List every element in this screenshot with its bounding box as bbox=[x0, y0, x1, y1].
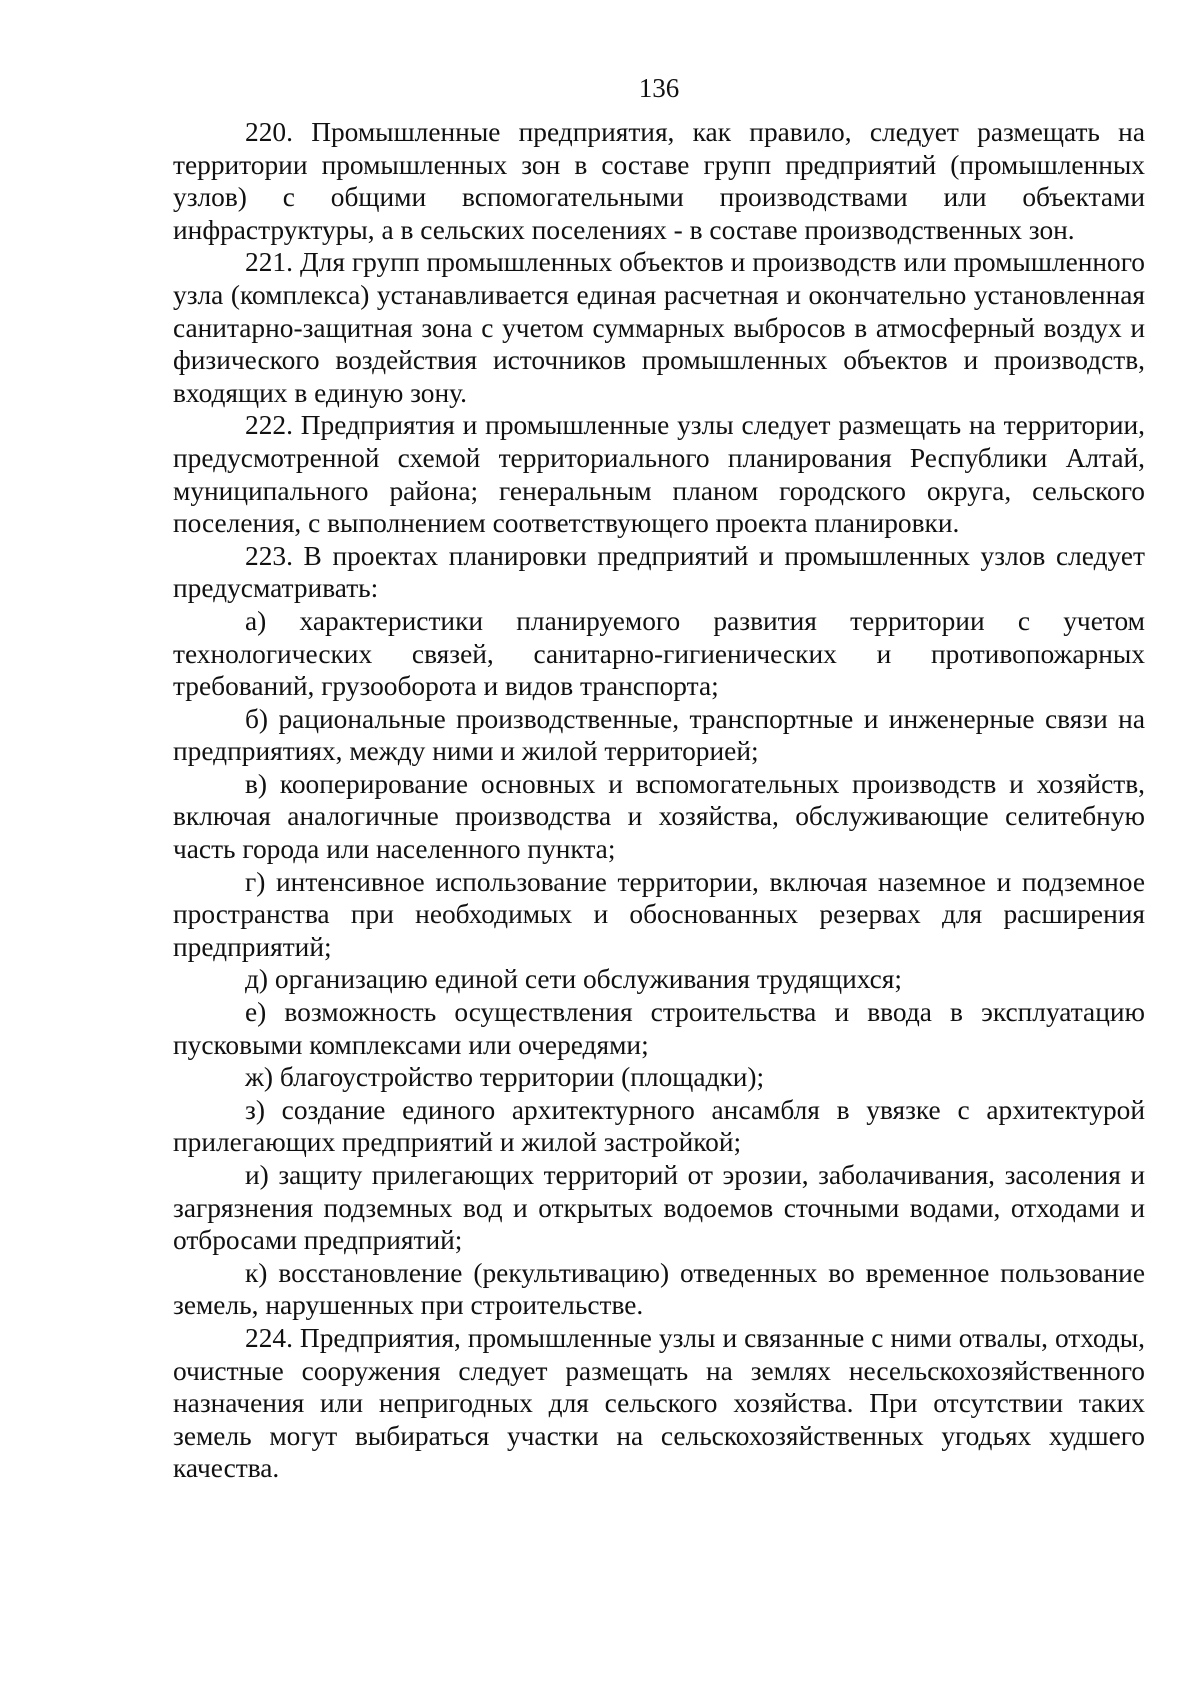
list-item-g: г) интенсивное использование территории, включая наземное и подземное пространства при необходимых и обоснованных резервах для расширения предприятий; bbox=[173, 866, 1145, 962]
list-item-k: к) восстановление (рекультивацию) отведенных во временное пользование земель, нарушенных при строительстве. bbox=[173, 1257, 1145, 1321]
paragraph-220: 220. Промышленные предприятия, как правило, следует размещать на территории промышленных зон в составе групп предприятий (промышленных узлов) с общими вспомогательными производствами или объектами инфраструктуры, а в сельских поселениях - в составе производственных зон. bbox=[173, 117, 1145, 245]
list-item-a: а) характеристики планируемого развития территории с учетом технологических связей, санитарно-гигиенических и противопожарных требований, грузооборота и видов транспорта; bbox=[173, 605, 1145, 702]
paragraph-223: 223. В проектах планировки предприятий и промышленных узлов следует предусматривать: bbox=[173, 540, 1145, 604]
list-item-e: е) возможность осуществления строительства и ввода в эксплуатацию пусковыми комплексами или очередями; bbox=[173, 997, 1145, 1060]
list-item-z: з) создание единого архитектурного ансамбля в увязке с архитектурой прилегающих предприятий и жилой застройкой; bbox=[173, 1094, 1145, 1158]
list-item-d: д) организацию единой сети обслуживания трудящихся; bbox=[245, 964, 903, 995]
paragraph-224: 224. Предприятия, промышленные узлы и связанные с ними отвалы, отходы, очистные сооружения следует размещать на землях несельскохозяйственного назначения или непригодных для сельского хозяйства. При отсутствии таких земель могут выбираться участки на сельскохозяйственных угодьях худшего качества. bbox=[173, 1322, 1145, 1484]
list-item-zh: ж) благоустройство территории (площадки); bbox=[245, 1062, 765, 1093]
list-item-b: б) рациональные производственные, транспортные и инженерные связи на предприятиях, между ними и жилой территорией; bbox=[173, 703, 1145, 767]
paragraph-222: 222. Предприятия и промышленные узлы следует размещать на территории, предусмотренной схемой территориального планирования Республики Алтай, муниципального района; генеральным планом городского округа, сельского поселения, с выполнением соответствующего проекта планировки. bbox=[173, 410, 1145, 539]
document-page bbox=[173, 0, 1145, 1485]
paragraph-221: 221. Для групп промышленных объектов и производств или промышленного узла (комплекса) устанавливается единая расчетная и окончательно установленная санитарно-защитная зона с учетом суммарных выбросов в атмосферный воздух и физического воздействия источников промышленных объектов и производств, входящих в единую зону. bbox=[173, 247, 1145, 408]
page-number: 136 bbox=[638, 73, 680, 103]
list-item-v: в) кооперирование основных и вспомогательных производств и хозяйств, включая аналогичные производства и хозяйства, обслуживающие селитебную часть города или населенного пункта; bbox=[173, 768, 1145, 865]
list-item-i: и) защиту прилегающих территорий от эрозии, заболачивания, засоления и загрязнения подземных вод и открытых водоемов сточными водами, отходами и отбросами предприятий; bbox=[173, 1160, 1145, 1256]
